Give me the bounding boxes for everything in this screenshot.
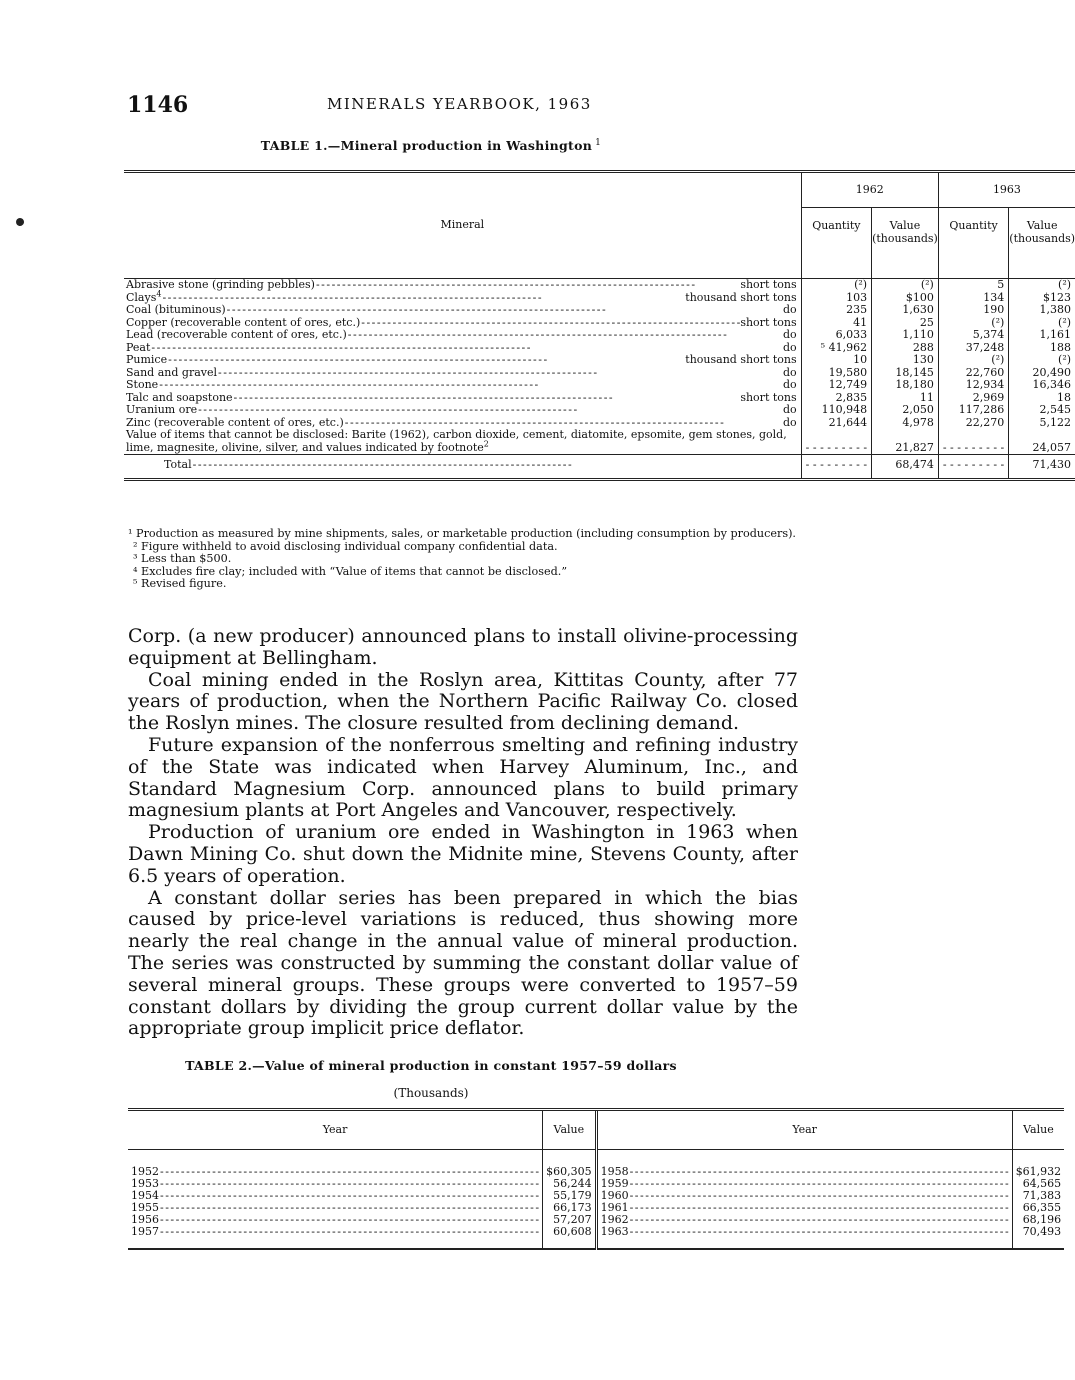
mineral-label: Sand and gravel (126, 365, 217, 379)
mineral-label: Clays (126, 290, 157, 304)
quantity-1963: 2,969 (938, 392, 1008, 405)
table1-caption (0, 138, 862, 153)
value-left: 57,207 (543, 1214, 597, 1226)
year-left: 1954 (131, 1189, 159, 1202)
total-label: Total (164, 458, 192, 471)
undisclosed-label-text: Value of items that cannot be disclosed: Barite (1962), carbon dioxide, cement, diatomite, epsomite, gem stones, gold, lime, magnesite, olivine, silver, and values indicated by footnote (126, 428, 787, 454)
table2-header-year-right: Year (596, 1110, 1012, 1150)
quantity-1962: 19,580 (801, 367, 871, 380)
value-1962: (²) (872, 279, 939, 292)
value-1962: 4,978 (872, 417, 939, 430)
mineral-unit: do (782, 328, 797, 341)
mineral-label: Copper (recoverable content of ores, etc.) (126, 315, 361, 329)
value-right: $61,932 (1012, 1150, 1064, 1179)
table1-header-mineral: Mineral (124, 172, 801, 279)
table1-row (124, 354, 1075, 367)
footnote: ⁵ Revised figure. (133, 577, 227, 590)
quantity-1963: 117,286 (938, 404, 1008, 417)
total-label-cell (124, 455, 801, 480)
value-1963: 2,545 (1009, 404, 1075, 417)
table1-row-total (124, 455, 1075, 480)
quantity-1963: 22,270 (938, 417, 1008, 430)
value-1963: 1,161 (1009, 329, 1075, 342)
table2-unit: (Thousands) (393, 1086, 469, 1100)
quantity-1962: 41 (801, 317, 871, 330)
value-1963: 18 (1009, 392, 1075, 405)
quantity-1963: 12,934 (938, 379, 1008, 392)
value-left: 56,244 (543, 1178, 597, 1190)
value-left: 60,608 (543, 1226, 597, 1249)
value-left: 55,179 (543, 1190, 597, 1202)
mineral-cell (124, 279, 801, 292)
table1-row (124, 379, 1075, 392)
footnote: ³ Less than $500. (133, 552, 232, 565)
footnote: ¹ Production as measured by mine shipments, sales, or marketable production (including consumption by producers). (128, 527, 796, 540)
value-right: 64,565 (1012, 1178, 1064, 1190)
mineral-label: Pumice (126, 353, 168, 366)
table1-caption-footnote: 1 (595, 138, 602, 148)
year-right: 1962 (600, 1213, 629, 1226)
year-right: 1963 (600, 1225, 629, 1238)
table1-body (124, 279, 1075, 430)
quantity-1962: (²) (801, 279, 871, 292)
year-left-cell (128, 1226, 543, 1249)
mineral-unit: do (782, 378, 797, 391)
quantity-1963: 5 (938, 279, 1008, 292)
value-1962: 1,110 (872, 329, 939, 342)
paragraph: Corp. (a new producer) announced plans to install olivine-processing equipment at Bellingham. (128, 625, 798, 669)
mineral-label: Zinc (recoverable content of ores, etc.) (126, 415, 344, 429)
value-1963: (²) (1009, 279, 1075, 292)
quantity-1962: 6,033 (801, 329, 871, 342)
table2 (128, 1108, 1064, 1250)
mineral-unit: do (782, 415, 797, 429)
total-q62: - - - - - - - - - (801, 455, 871, 480)
undisclosed-footnote-ref: 2 (483, 438, 489, 448)
value-1962: 130 (872, 354, 939, 367)
value-1962: 1,630 (872, 304, 939, 317)
quantity-1963: 190 (938, 304, 1008, 317)
undisclosed-q62: - - - - - - - - - (801, 429, 871, 455)
mineral-cell (124, 329, 801, 342)
value-1962: 25 (872, 317, 939, 330)
mineral-label: Uranium ore (126, 403, 198, 416)
year-left: 1955 (131, 1201, 159, 1214)
quantity-1962: 110,948 (801, 404, 871, 417)
value-right: 66,355 (1012, 1202, 1064, 1214)
quantity-1962: 2,835 (801, 392, 871, 405)
table1-row (124, 279, 1075, 292)
mineral-unit: do (782, 303, 797, 316)
mineral-unit: thousand short tons (685, 353, 797, 366)
table2-row (128, 1226, 1064, 1249)
mineral-unit: short tons (740, 278, 797, 291)
value-right: 68,196 (1012, 1214, 1064, 1226)
quantity-1962: 21,644 (801, 417, 871, 430)
table1-header-value-1963: Value (thousands) (1009, 208, 1075, 279)
table1-header-1962: 1962 (801, 172, 938, 208)
mineral-unit: do (782, 365, 797, 379)
total-v62: 68,474 (872, 455, 939, 480)
mineral-unit: short tons (740, 315, 797, 329)
mineral-label: Peat (126, 340, 151, 354)
footnote: ² Figure withheld to avoid disclosing individual company confidential data. (133, 539, 558, 553)
value-1963: 16,346 (1009, 379, 1075, 392)
undisclosed-q63: - - - - - - - - - (938, 429, 1008, 455)
mineral-label: Abrasive stone (grinding pebbles) (126, 278, 315, 291)
quantity-1962: 10 (801, 354, 871, 367)
footnote: ⁴ Excludes fire clay; included with “Value of items that cannot be disclosed.” (133, 564, 568, 578)
value-1963: (²) (1009, 354, 1075, 367)
paragraph: A constant dollar series has been prepared in which the bias caused by price-level variations is reduced, thus showing more nearly the real change in the annual value of mineral production. The series was constructed by summing the constant dollar value of several mineral groups. These groups were converted to 1957–59 constant dollars by dividing the group current dollar value by the appropriate group implicit price deflator. (128, 886, 798, 1040)
table2-body (128, 1150, 1064, 1250)
table1-caption-text: TABLE 1.—Mineral production in Washington (260, 138, 593, 154)
paragraph: Coal mining ended in the Roslyn area, Kittitas County, after 77 years of production, when the Northern Pacific Railway Co. closed the Roslyn mines. The closure resulted from declining demand. (128, 668, 798, 735)
paragraph: Future expansion of the nonferrous smelting and refining industry of the State was indicated when Harvey Aluminum, Inc., and Standard Magnesium Corp. announced plans to build primary magnesium plants at Port Angeles and Vancouver, respectively. (128, 733, 798, 822)
year-left: 1957 (131, 1225, 159, 1238)
total-v63: 71,430 (1009, 455, 1075, 480)
year-right: 1961 (600, 1201, 629, 1214)
mineral-unit: do (782, 340, 797, 354)
undisclosed-v63: 24,057 (1009, 429, 1075, 455)
mineral-label: Coal (bituminous) (126, 303, 226, 316)
quantity-1962: 103 (801, 292, 871, 305)
value-right: 71,383 (1012, 1190, 1064, 1202)
year-left: 1952 (131, 1165, 159, 1178)
total-q63: - - - - - - - - - (938, 455, 1008, 480)
quantity-1962: 235 (801, 304, 871, 317)
value-1962: 11 (872, 392, 939, 405)
undisclosed-label (124, 429, 801, 455)
value-1963: 5,122 (1009, 417, 1075, 430)
page-number: 1146 (127, 92, 189, 118)
quantity-1962: 12,749 (801, 379, 871, 392)
mineral-label: Stone (126, 378, 159, 391)
value-1963: (²) (1009, 317, 1075, 330)
value-1962: $100 (872, 292, 939, 305)
value-left: 66,173 (543, 1202, 597, 1214)
mineral-cell (124, 354, 801, 367)
mineral-label: Talc and soapstone (126, 390, 233, 404)
table2-header-year-left: Year (128, 1110, 543, 1150)
mineral-unit: thousand short tons (685, 290, 797, 304)
table2-caption: TABLE 2.—Value of mineral production in constant 1957–59 dollars (185, 1058, 677, 1073)
year-right: 1960 (600, 1189, 629, 1202)
table1-header-quantity-1963: Quantity (938, 208, 1008, 279)
value-left: $60,305 (543, 1150, 597, 1179)
running-title: MINERALS YEARBOOK, 1963 (327, 95, 592, 113)
quantity-1963: (²) (938, 354, 1008, 367)
paragraph: Production of uranium ore ended in Washington in 1963 when Dawn Mining Co. shut down the Midnite mine, Stevens County, after 6.5 years of operation. (128, 821, 798, 887)
year-left-cell (128, 1150, 543, 1179)
value-1963: 20,490 (1009, 367, 1075, 380)
value-1962: 18,180 (872, 379, 939, 392)
year-right: 1958 (600, 1165, 629, 1178)
value-1963: $123 (1009, 292, 1075, 305)
table1 (124, 170, 1075, 481)
table2-row (128, 1150, 1064, 1179)
margin-mark (15, 217, 25, 227)
value-1962: 18,145 (872, 367, 939, 380)
table1-footnotes (124, 528, 800, 591)
year-left: 1956 (131, 1213, 159, 1226)
table2-header-value-right: Value (1012, 1110, 1064, 1150)
mineral-name (126, 329, 347, 342)
table1-header-quantity-1962: Quantity (801, 208, 871, 279)
quantity-1963: (²) (938, 317, 1008, 330)
quantity-1963: 5,374 (938, 329, 1008, 342)
value-1963: 188 (1009, 342, 1075, 355)
quantity-1962: ⁵ 41,962 (801, 342, 871, 355)
quantity-1963: 134 (938, 292, 1008, 305)
row-footnote-ref: 4 (156, 288, 162, 298)
table2-header-value-left: Value (543, 1110, 597, 1150)
year-right-cell (596, 1150, 1012, 1179)
value-1962: 288 (872, 342, 939, 355)
mineral-unit: short tons (740, 390, 797, 404)
table1-row-undisclosed (124, 429, 1075, 455)
value-right: 70,493 (1012, 1226, 1064, 1249)
table1-header-1963: 1963 (938, 172, 1075, 208)
table1-row (124, 329, 1075, 342)
mineral-unit: do (782, 403, 797, 416)
undisclosed-v62: 21,827 (872, 429, 939, 455)
year-right-cell (596, 1226, 1012, 1249)
table1-header-value-1962: Value (thousands) (872, 208, 939, 279)
mineral-label: Lead (recoverable content of ores, etc.) (126, 328, 347, 341)
value-1963: 1,380 (1009, 304, 1075, 317)
quantity-1963: 22,760 (938, 367, 1008, 380)
year-left: 1953 (131, 1177, 159, 1190)
value-1962: 2,050 (872, 404, 939, 417)
body-text (128, 626, 798, 1040)
year-right: 1959 (600, 1177, 629, 1190)
quantity-1963: 37,248 (938, 342, 1008, 355)
